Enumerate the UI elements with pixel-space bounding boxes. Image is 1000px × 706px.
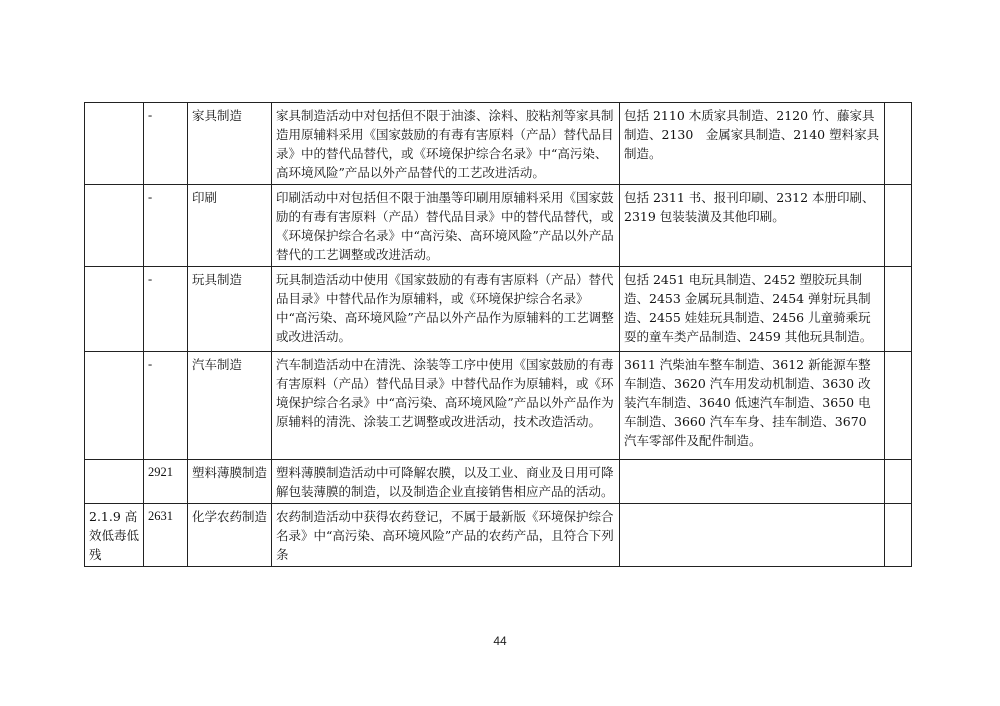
description-cell: 汽车制造活动中在清洗、涂装等工序中使用《国家鼓励的有毒有害原料（产品）替代品目录》中替代品作为原辅料，或《环境保护综合名录》中“高污染、高环境风险”产品以外产品作为原辅料的清洗、涂装工艺调整或改进活动，技术改造活动。 — [272, 352, 620, 460]
includes-cell: 包括 2451 电玩具制造、2452 塑胶玩具制造、2453 金属玩具制造、2454 弹射玩具制造、2455 娃娃玩具制造、2456 儿童骑乘玩耍的童车类产品制造、2459 其他玩具制造。 — [620, 267, 885, 352]
includes-cell — [620, 504, 885, 567]
table-row — [85, 504, 912, 567]
category-cell — [85, 185, 144, 267]
code-cell: - — [144, 267, 188, 352]
category-cell — [85, 352, 144, 460]
note-cell — [885, 352, 912, 460]
table-row — [85, 103, 912, 185]
table-row — [85, 352, 912, 460]
note-cell — [885, 504, 912, 567]
name-cell: 玩具制造 — [188, 267, 272, 352]
includes-cell: 3611 汽柴油车整车制造、3612 新能源车整车制造、3620 汽车用发动机制造、3630 改装汽车制造、3640 低速汽车制造、3650 电车制造、3660 汽车车身、挂车制造、3670 汽车零部件及配件制造。 — [620, 352, 885, 460]
category-cell — [85, 103, 144, 185]
page-number: 44 — [493, 634, 507, 648]
category-cell: 2.1.9 高效低毒低残 — [85, 504, 144, 567]
includes-cell — [620, 460, 885, 504]
code-cell: - — [144, 185, 188, 267]
code-cell: 2921 — [144, 460, 188, 504]
name-cell: 塑料薄膜制造 — [188, 460, 272, 504]
category-cell — [85, 267, 144, 352]
note-cell — [885, 185, 912, 267]
description-cell: 印刷活动中对包括但不限于油墨等印刷用原辅料采用《国家鼓励的有毒有害原料（产品）替代品目录》中的替代品替代，或《环境保护综合名录》中“高污染、高环境风险”产品以外产品替代的工艺调整或改进活动。 — [272, 185, 620, 267]
description-cell: 塑料薄膜制造活动中可降解农膜，以及工业、商业及日用可降解包装薄膜的制造，以及制造企业直接销售相应产品的活动。 — [272, 460, 620, 504]
classification-table — [84, 102, 912, 567]
table-row — [85, 185, 912, 267]
code-cell: - — [144, 103, 188, 185]
code-cell: - — [144, 352, 188, 460]
description-cell: 农药制造活动中获得农药登记，不属于最新版《环境保护综合名录》中“高污染、高环境风险”产品的农药产品，且符合下列条 — [272, 504, 620, 567]
note-cell — [885, 460, 912, 504]
name-cell: 汽车制造 — [188, 352, 272, 460]
includes-cell: 包括 2311 书、报刊印刷、2312 本册印刷、2319 包装装潢及其他印刷。 — [620, 185, 885, 267]
note-cell — [885, 103, 912, 185]
description-cell: 家具制造活动中对包括但不限于油漆、涂料、胶粘剂等家具制造用原辅料采用《国家鼓励的有毒有害原料（产品）替代品目录》中的替代品替代，或《环境保护综合名录》中“高污染、高环境风险”产品以外产品替代的工艺改进活动。 — [272, 103, 620, 185]
name-cell: 化学农药制造 — [188, 504, 272, 567]
includes-cell: 包括 2110 木质家具制造、2120 竹、藤家具制造、2130 金属家具制造、2140 塑料家具制造。 — [620, 103, 885, 185]
name-cell: 印刷 — [188, 185, 272, 267]
note-cell — [885, 267, 912, 352]
category-cell — [85, 460, 144, 504]
name-cell: 家具制造 — [188, 103, 272, 185]
description-cell: 玩具制造活动中使用《国家鼓励的有毒有害原料（产品）替代品目录》中替代品作为原辅料，或《环境保护综合名录》中“高污染、高环境风险”产品以外产品作为原辅料的工艺调整或改进活动。 — [272, 267, 620, 352]
table-row — [85, 267, 912, 352]
code-cell: 2631 — [144, 504, 188, 567]
table-row — [85, 460, 912, 504]
